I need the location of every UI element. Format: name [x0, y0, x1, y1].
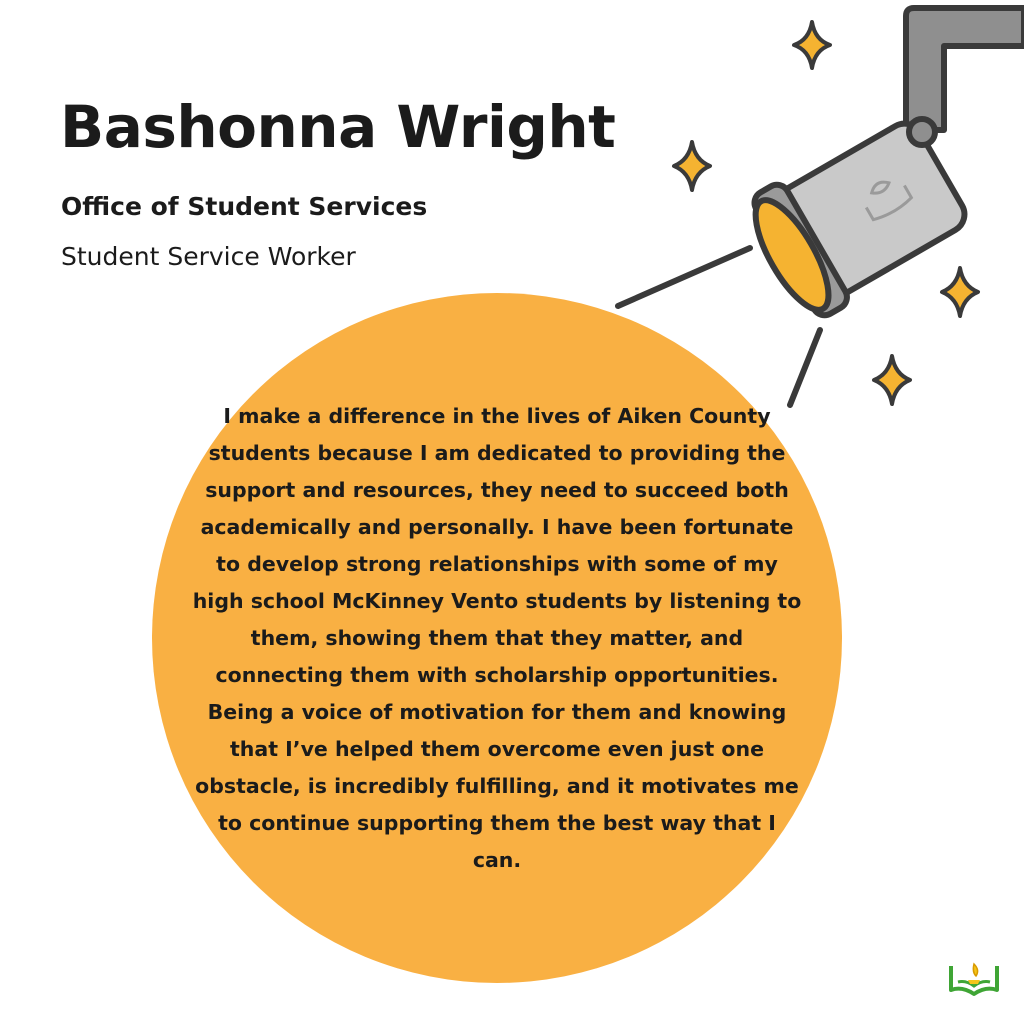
spotlight-icon: [0, 0, 1024, 430]
spotlight-bracket: [906, 8, 1024, 130]
pivot-bolt: [909, 119, 935, 145]
sparkle-icon: [674, 142, 710, 190]
department-name: Office of Student Services: [61, 192, 428, 221]
book-flame-logo-icon: [948, 960, 1000, 1000]
person-name: Bashonna Wright: [60, 93, 616, 161]
job-title: Student Service Worker: [61, 242, 356, 271]
quote-text: I make a difference in the lives of Aiken County students because I am dedicated to providing the support and resources, they need to succeed both academically and personally. I have been fortunate to develop strong relationships with some of my high school McKinney Vento students by listening to them, showing them that they matter, and connecting them with scholarship opportunities. Being a voice of motivation for them and knowing that I’ve helped them overcome even just one obstacle, is incredibly fulfilling, and it motivates me to continue supporting them the best way that I can.: [192, 404, 802, 872]
light-beam-left: [618, 248, 750, 306]
spotlight-lamp: [738, 108, 976, 326]
sparkle-icon: [942, 268, 978, 316]
light-beam-bottom: [790, 330, 820, 405]
sparkle-icon: [874, 356, 910, 404]
sparkle-icon: [794, 22, 830, 68]
